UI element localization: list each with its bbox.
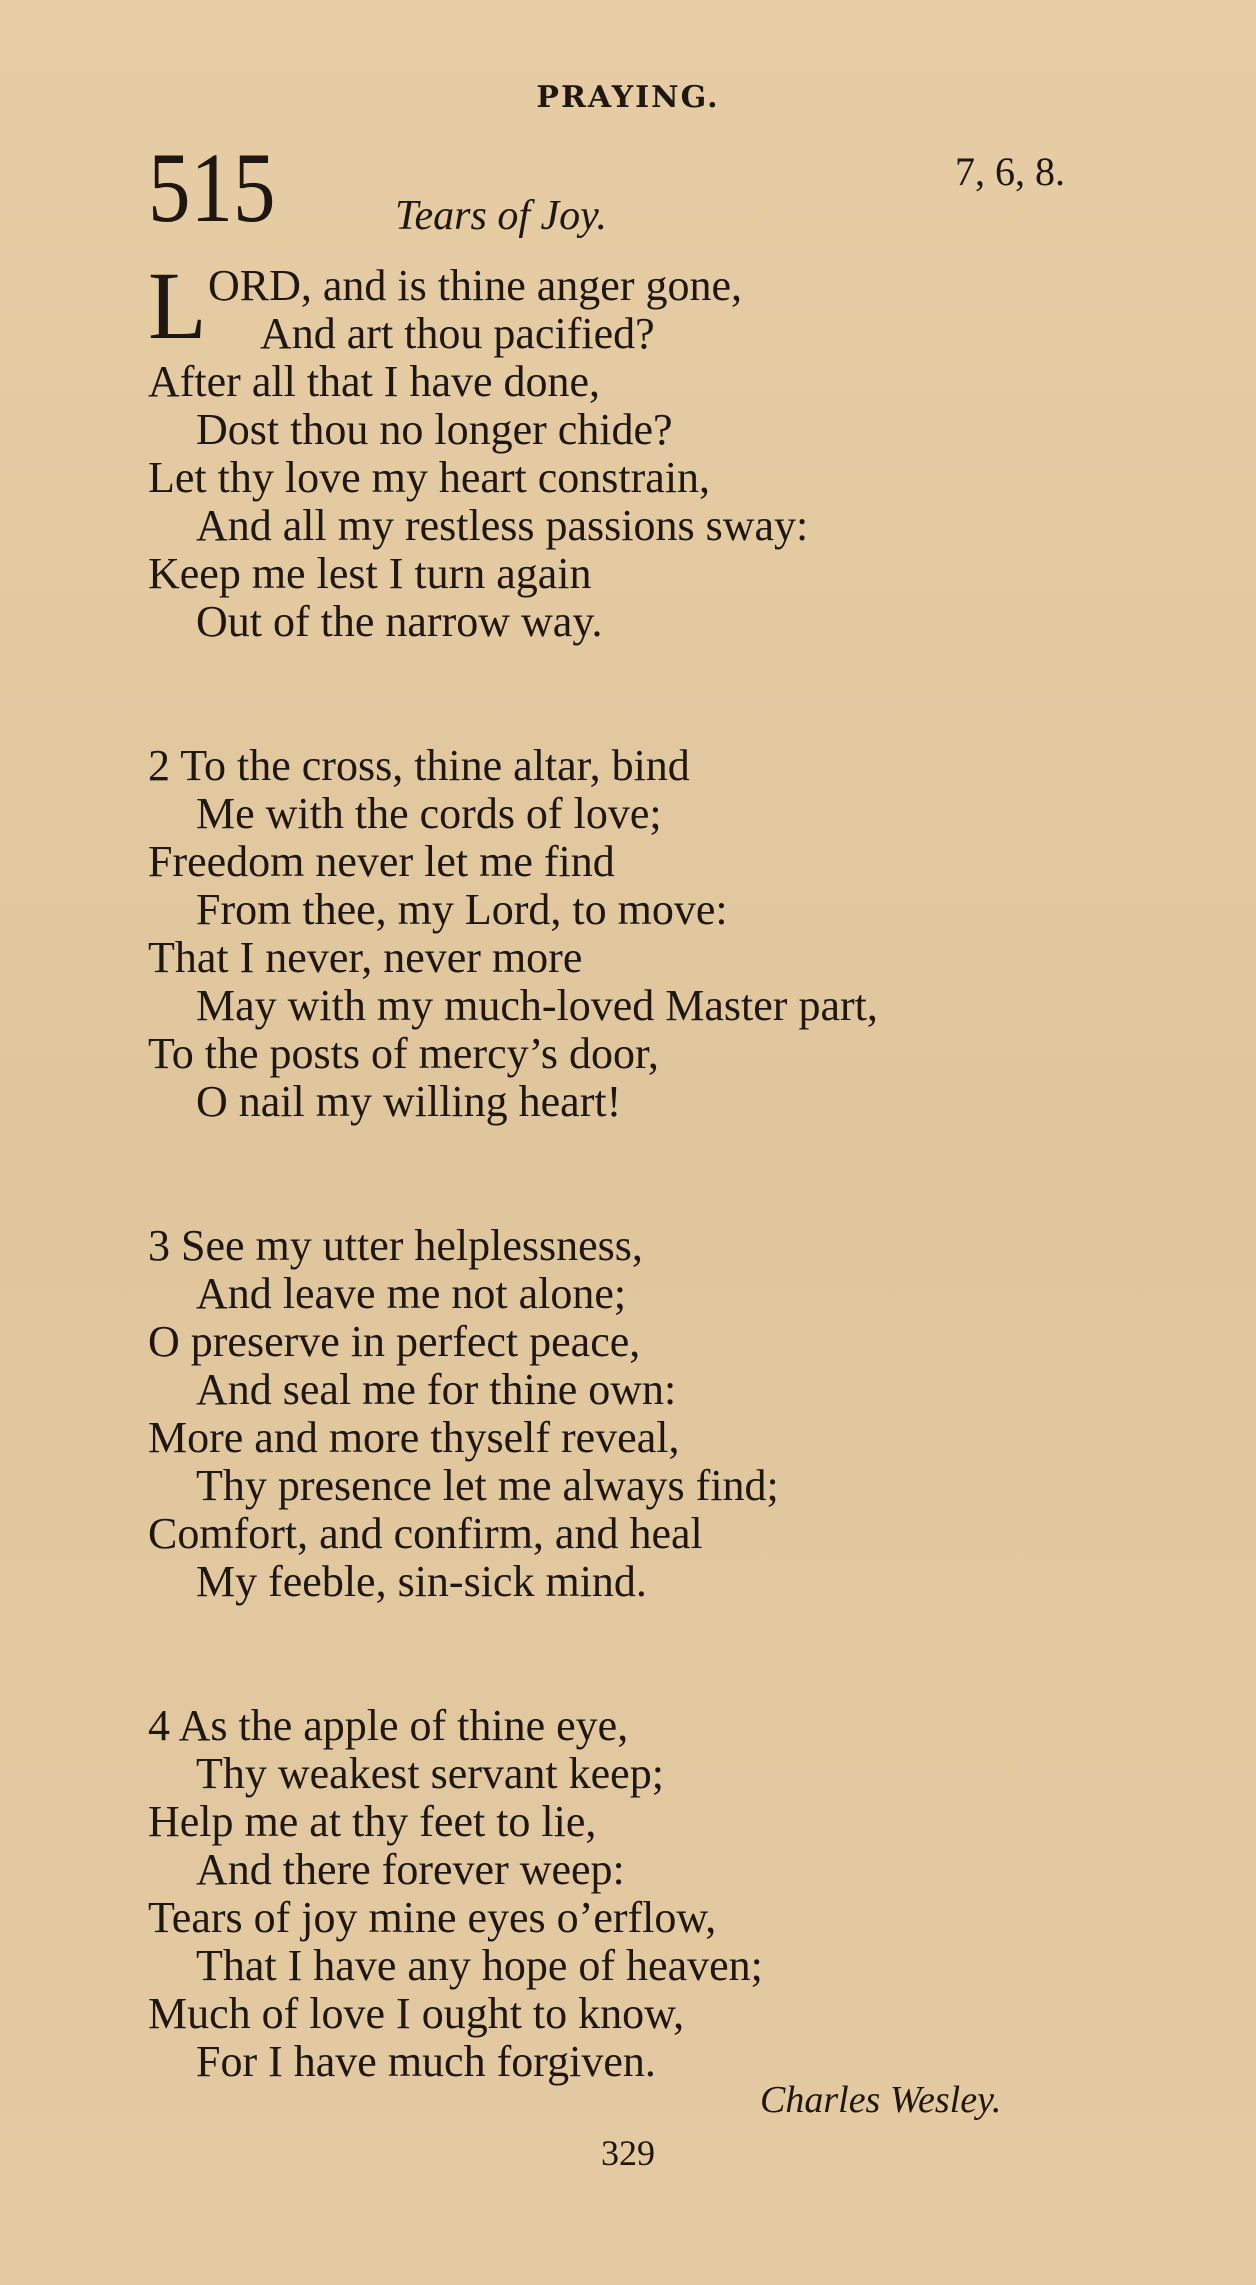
- verse-line: Dost thou no longer chide?: [196, 405, 673, 454]
- verse-spacer: [148, 1606, 1128, 1654]
- verse-line: And art thou pacified?: [260, 309, 655, 358]
- verse-line: That I have any hope of heaven;: [196, 1941, 763, 1990]
- author-attribution: Charles Wesley.: [760, 2079, 1002, 2121]
- verse-line: More and more thyself reveal,: [148, 1413, 680, 1462]
- verse-line: And seal me for thine own:: [196, 1365, 677, 1414]
- drop-cap: L: [148, 252, 207, 359]
- verse-line: For I have much forgiven.: [196, 2037, 656, 2086]
- verse-3: [148, 1222, 1128, 1606]
- hymn-meter: 7, 6, 8.: [955, 149, 1065, 194]
- verses: [148, 252, 1128, 2086]
- verse-line: My feeble, sin-sick mind.: [196, 1557, 647, 1606]
- verse-line: And all my restless passions sway:: [196, 501, 809, 550]
- verse-line: Thy weakest servant keep;: [196, 1749, 664, 1798]
- verse-line: Comfort, and confirm, and heal: [148, 1509, 703, 1558]
- hymn-title: Tears of Joy.: [395, 193, 607, 239]
- verse-2: [148, 742, 1128, 1126]
- verse-line: O preserve in perfect peace,: [148, 1317, 641, 1366]
- verse-spacer: [148, 694, 1128, 742]
- verse-line: Tears of joy mine eyes o’erflow,: [148, 1893, 717, 1942]
- verse-4: [148, 1702, 1128, 2086]
- hymn-number: 515: [148, 132, 276, 243]
- verse-line: Me with the cords of love;: [196, 789, 662, 838]
- verse-line: 3 See my utter helplessness,: [148, 1221, 643, 1270]
- verse-line: Help me at thy feet to lie,: [148, 1797, 597, 1846]
- verse-line: 2 To the cross, thine altar, bind: [148, 741, 690, 790]
- verse-1: [148, 252, 1128, 646]
- verse-line: Freedom never let me find: [148, 837, 615, 886]
- verse-line: Let thy love my heart constrain,: [148, 453, 711, 502]
- verse-spacer: [148, 646, 1128, 694]
- verse-spacer: [148, 1126, 1128, 1174]
- verse-line: Much of love I ought to know,: [148, 1989, 685, 2038]
- verse-line: Out of the narrow way.: [196, 597, 603, 646]
- verse-spacer: [148, 1174, 1128, 1222]
- verse-spacer: [148, 1654, 1128, 1702]
- verse-line-text: ORD, and is thine anger gone,: [208, 261, 742, 310]
- verse-line: Keep me lest I turn again: [148, 549, 592, 598]
- verse-line: To the posts of mercy’s door,: [148, 1029, 659, 1078]
- verse-line: After all that I have done,: [148, 357, 601, 406]
- verse-line: From thee, my Lord, to move:: [196, 885, 728, 934]
- verse-line: O nail my willing heart!: [196, 1077, 622, 1126]
- page-number: 329: [601, 2133, 655, 2173]
- verse-line: 4 As the apple of thine eye,: [148, 1701, 629, 1750]
- verse-line: May with my much-loved Master part,: [196, 981, 878, 1030]
- verse-line: And leave me not alone;: [196, 1269, 627, 1318]
- verse-line: Thy presence let me always find;: [196, 1461, 779, 1510]
- section-header: PRAYING.: [536, 80, 720, 115]
- verse-line: That I never, never more: [148, 933, 583, 982]
- verse-line: And there forever weep:: [196, 1845, 625, 1894]
